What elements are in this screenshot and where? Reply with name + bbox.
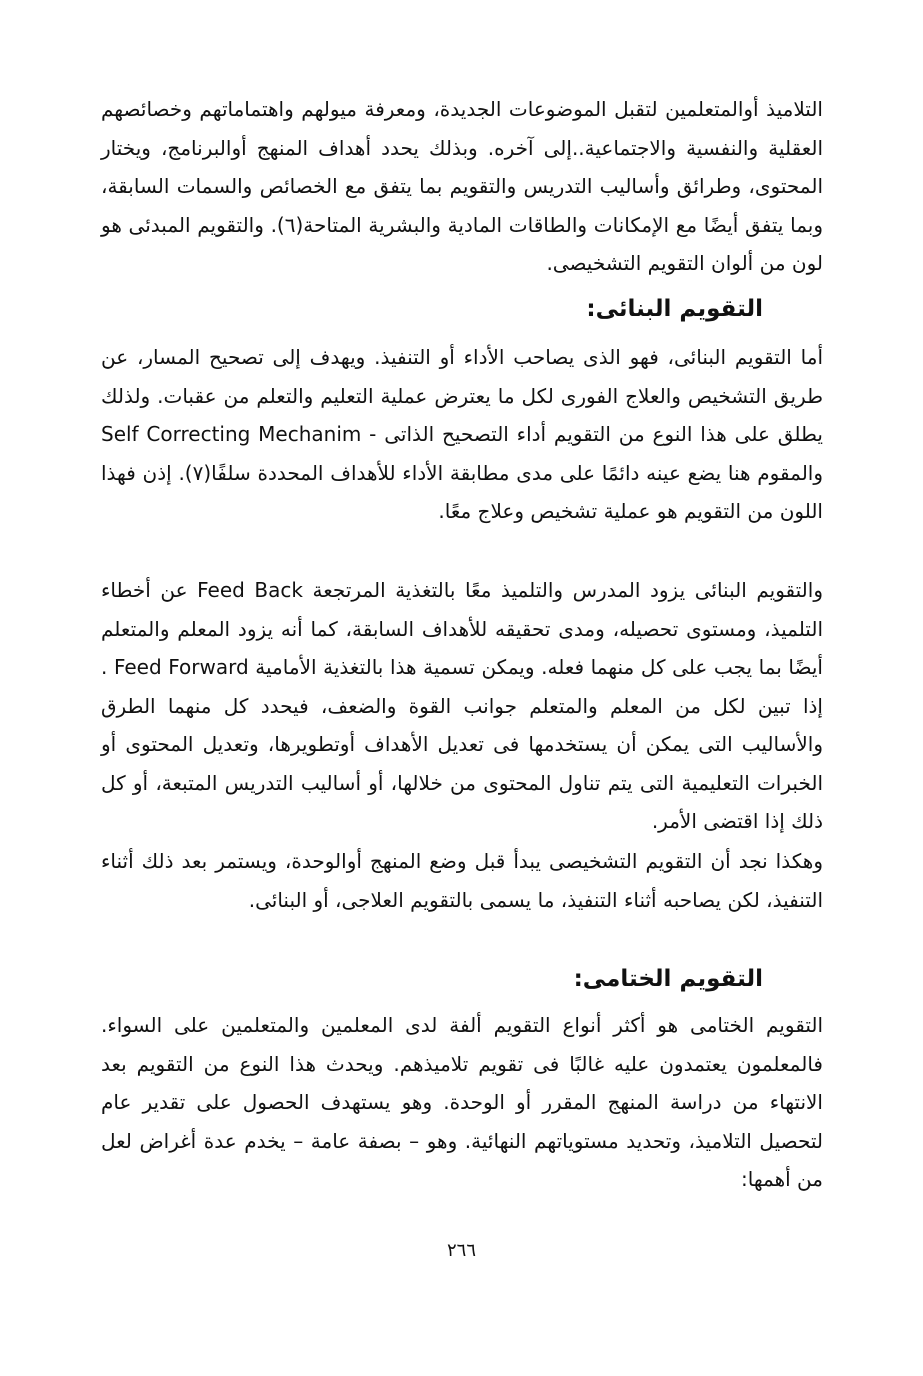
page-number: ٢٦٦ bbox=[446, 1240, 476, 1261]
heading-summative-evaluation: التقويم الختامى: bbox=[573, 966, 763, 992]
heading-formative-evaluation: التقويم البنائى: bbox=[586, 296, 763, 322]
paragraph-formative-feedback: والتقويم البنائى يزود المدرس والتلميذ معًا بالتغذية المرتجعة Feed Back عن أخطاء التلميذ، ومستوى تحصيله، ومدى تحقيقه للأهداف السابقة، كما أنه يزود المعلم والمتعلم أيضًا بما يجب على كل منهما فعله. ويمكن تسمية هذا بالتغذية الأمامية Feed Forward . إذا تبين لكل من المعلم والمتعلم جوانب القوة والضعف، فيحدد كل منهما الطرق والأساليب التى يمكن أن يستخدمها فى تعديل الأهداف أوتطويرها، وتعديل المحتوى أو الخبرات التعليمية التى يتم تناول المحتوى من خلالها، أو أساليب التدريس المتبعة، أو كل ذلك إذا اقتضى الأمر. bbox=[101, 578, 823, 833]
paragraph-diagnostic-summary: وهكذا نجد أن التقويم التشخيصى يبدأ قبل وضع المنهج أوالوحدة، ويستمر بعد ذلك أثناء التنفيذ، لكن يصاحبه أثناء التنفيذ، ما يسمى بالتقويم العلاجى، أو البنائى. bbox=[101, 849, 823, 912]
paragraph-formative-definition: أما التقويم البنائى، فهو الذى يصاحب الأداء أو التنفيذ. ويهدف إلى تصحيح المسار، عن طريق التشخيص والعلاج الفورى لكل ما يعترض عملية التعليم والتعلم من عقبات. ولذلك يطلق على هذا النوع من التقويم أداء التصحيح الذاتى - Self Correcting Mechanim والمقوم هنا يضع عينه دائمًا على مدى مطابقة الأداء للأهداف المحددة سلفًا(٧). إذن فهذا اللون من التقويم هو عملية تشخيص وعلاج معًا. bbox=[101, 345, 824, 523]
paragraph-summative-definition: التقويم الختامى هو أكثر أنواع التقويم ألفة لدى المعلمين والمتعلمين على السواء. فالمعلمون يعتمدون عليه غالبًا فى تقويم تلاميذهم. ويحدث هذا النوع من التقويم بعد الانتهاء من دراسة المنهج المقرر أو الوحدة. وهو يستهدف الحصول على تقدير عام لتحصيل التلاميذ، وتحديد مستوياتهم النهائية. وهو – بصفة عامة – يخدم عدة أغراض لعل من أهمها: bbox=[101, 1013, 823, 1191]
paragraph-diagnostic-intro: التلاميذ أوالمتعلمين لتقبل الموضوعات الجديدة، ومعرفة ميولهم واهتماماتهم وخصائصهم العقلية والنفسية والاجتماعية..إلى آخره. وبذلك يحدد أهداف المنهج أوالبرنامج، ويختار المحتوى، وطرائق وأساليب التدريس والتقويم بما يتفق مع الخصائص والسمات السابقة، وبما يتفق أيضًا مع الإمكانات والطاقات المادية والبشرية المتاحة(٦). والتقويم المبدئى هو لون من ألوان التقويم التشخيصى. bbox=[101, 97, 823, 275]
